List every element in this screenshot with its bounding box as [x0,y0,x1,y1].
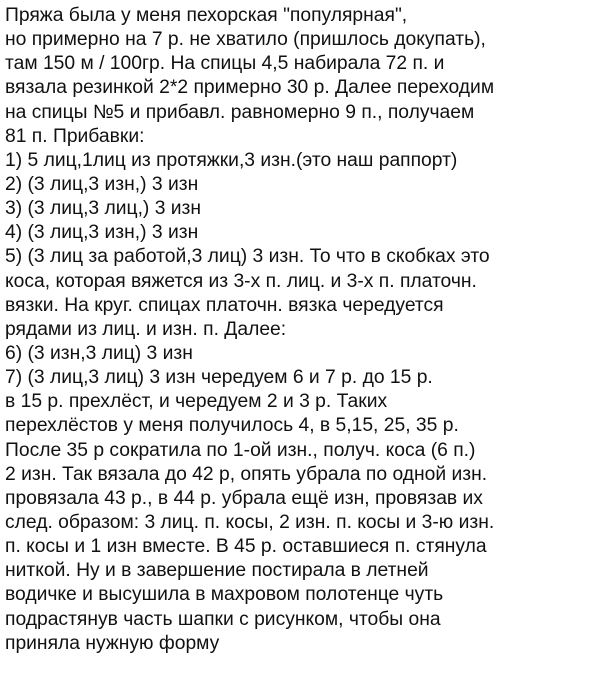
text-line: вязала резинкой 2*2 примерно 30 р. Далее переходим [5,77,495,99]
text-line: приняла нужную форму [5,632,220,654]
text-line: 81 п. Прибавки: [5,125,145,147]
text-line: 5) (3 лиц за работой,3 лиц) 3 изн. То что в скобках это [5,246,490,268]
text-line: п. косы и 1 изн вместе. В 45 р. оставшиеся п. стянула [5,536,487,558]
text-line: в 15 р. прехлёст, и чередуем 2 и 3 р. Таких [5,391,388,413]
text-line: коса, которая вяжется из 3-х п. лиц. и 3-х п. платочн. [5,270,477,292]
text-line: вязки. На круг. спицах платочн. вязка чередуется [5,294,444,316]
text-line: 3) (3 лиц,3 лиц,) 3 изн [5,198,202,220]
text-line: 2 изн. Так вязала до 42 р, опять убрала по одной изн. [5,463,488,485]
text-line: 6) (3 изн,3 лиц) 3 изн [5,342,193,364]
text-line: перехлёстов у меня получилось 4, в 5,15, 25, 35 р. [5,415,459,437]
text-line: 7) (3 лиц,3 лиц) 3 изн чередуем 6 и 7 р. до 15 р. [5,367,433,389]
text-line: 2) (3 лиц,3 изн,) 3 изн [5,173,199,195]
text-line: там 150 м / 100гр. На спицы 4,5 набирала 72 п. и [5,53,445,75]
text-line: водичке и высушила в махровом полотенце чуть [5,584,444,606]
text-line: 4) (3 лиц,3 изн,) 3 изн [5,222,199,244]
text-line: подрастянув часть шапки с рисунком, чтобы она [5,608,441,630]
text-line: провязала 43 р., в 44 р. убрала ещё изн, провязав их [5,487,483,509]
text-line: на спицы №5 и прибавл. равномерно 9 п., получаем [5,101,475,123]
text-line: Пряжа была у меня пехорская "популярная", [5,5,408,26]
text-line: след. образом: 3 лиц. п. косы, 2 изн. п. косы и 3-ю изн. [5,511,495,533]
text-line: рядами из лиц. и изн. п. Далее: [5,318,287,340]
text-line: но примерно на 7 р. не хватило (пришлось докупать), [5,29,486,51]
text-line: После 35 р сократила по 1-ой изн., получ. коса (6 п.) [5,439,476,461]
knitting-instructions-text [5,4,597,656]
text-line: ниткой. Ну и в завершение постирала в летней [5,560,429,582]
text-line: 1) 5 лиц,1лиц из протяжки,3 изн.(это наш раппорт) [5,149,458,171]
